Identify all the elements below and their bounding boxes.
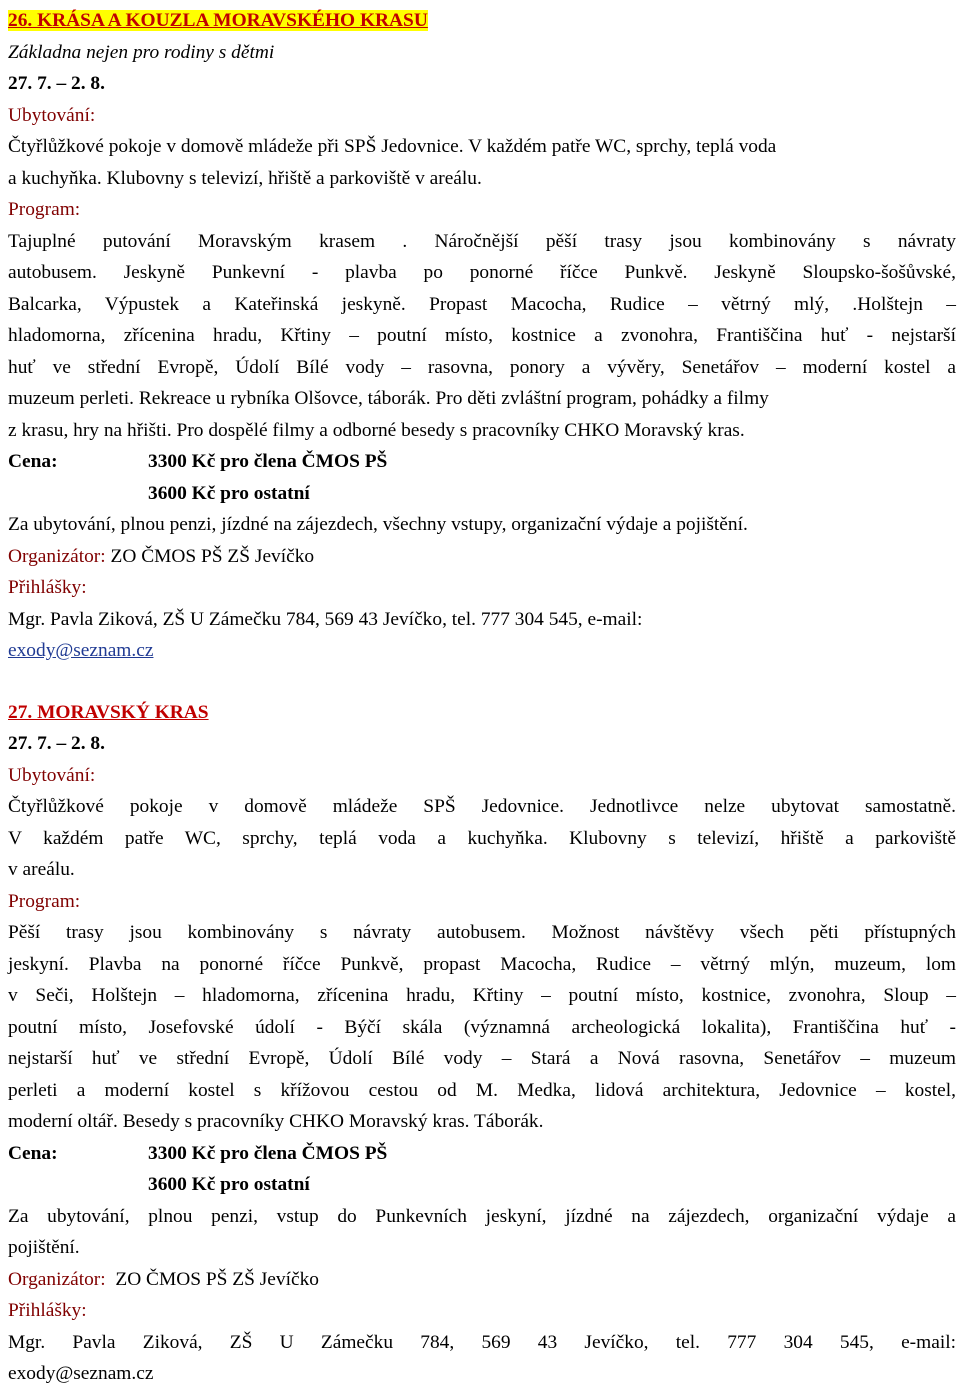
section-2-email: exody@seznam.cz [8, 1363, 154, 1384]
section-2-price-row-2 [8, 1169, 956, 1201]
section-2-dates: 27. 7. – 2. 8. [8, 733, 105, 754]
section-2-program-label: Program: [8, 890, 81, 912]
section-2-accommodation-line-1: Čtyřlůžkové pokoje v domově mládeže SPŠ Jedovnice. Jednotlivce nelze ubytovat samostatně. [8, 796, 956, 817]
email-link[interactable]: exody@seznam.cz [8, 640, 154, 661]
section-1-program-line-2: autobusem. Jeskyně Punkevní - plavba po ponorné říčce Punkvě. Jeskyně Sloupsko-šošůvské, [8, 262, 956, 283]
price-label: Cena: [8, 1142, 58, 1164]
section-1-program-line-5: huť ve střední Evropě, Údolí Bílé vody – rasovna, ponory a vývěry, Senetářov – moderní kostel a [8, 356, 956, 378]
section-1-program-line-3: Balcarka, Výpustek a Kateřinská jeskyně. Propast Macocha, Rudice – větrný mlý, .Holštejn – [8, 293, 956, 315]
organizer-label: Organizátor: [8, 545, 106, 567]
section-1-price-row-2 [8, 478, 956, 510]
section-1-email-row [8, 635, 956, 667]
price-label: Cena: [8, 451, 58, 472]
section-2-program-line-4: poutní místo, Josefovské údolí - Býčí skála (významná archeologická lokalita), Františčina huť - [8, 1016, 956, 1038]
section-1-price-includes: Za ubytování, plnou penzi, jízdné na zájezdech, všechny vstupy, organizační výdaje a pojištění. [8, 514, 748, 535]
section-1-program-line-6: muzeum perleti. Rekreace u rybníka Olšovce, táborák. Pro děti zvláštní program, pohádky a filmy [8, 388, 769, 409]
price-others: 3600 Kč pro ostatní [148, 1174, 310, 1195]
section-2-program-line-7: moderní oltář. Besedy s pracovníky CHKO Moravský kras. Táborák. [8, 1111, 544, 1132]
section-2-applications-label: Přihlášky: [8, 1300, 87, 1321]
section-1-price-row-1 [8, 446, 956, 478]
section-1-program-line-4: hladomorna, zřícenina hradu, Křtiny – poutní místo, kostnice a zvonohra, Františčina huť - nejstarší [8, 325, 956, 346]
section-2-program-line-6: perleti a moderní kostel s křížovou cestou od M. Medka, lidová architektura, Jedovnice – kostel, [8, 1079, 956, 1101]
price-member: 3300 Kč pro člena ČMOS PŠ [148, 451, 388, 472]
document-page [8, 5, 956, 1390]
price-member: 3300 Kč pro člena ČMOS PŠ [148, 1142, 388, 1164]
section-2-price-row-1 [8, 1138, 956, 1170]
section-2-heading: 27. MORAVSKÝ KRAS [8, 701, 209, 723]
section-2-program-line-3: v Seči, Holštejn – hladomorna, zřícenina hradu, Křtiny – poutní místo, kostnice, zvonohra, Sloup – [8, 985, 956, 1006]
section-1-accommodation-label: Ubytování: [8, 104, 96, 126]
section-2-accommodation-label: Ubytování: [8, 764, 96, 786]
section-2-price-includes-line-1: Za ubytování, plnou penzi, vstup do Punkevních jeskyní, jízdné na zájezdech, organizační výdaje a [8, 1205, 956, 1227]
organizer-value: ZO ČMOS PŠ ZŠ Jevíčko [110, 545, 315, 567]
price-others: 3600 Kč pro ostatní [148, 482, 310, 504]
section-1-dates: 27. 7. – 2. 8. [8, 73, 105, 94]
section-1-program-line-1: Tajuplné putování Moravským krasem . Náročnější pěší trasy jsou kombinovány s návraty [8, 230, 956, 252]
section-2-accommodation-line-2: V každém patře WC, sprchy, teplá voda a kuchyňka. Klubovny s televizí, hřiště a parkoviště [8, 827, 956, 849]
section-2-program-line-2: jeskyní. Plavba na ponorné říčce Punkvě, propast Macocha, Rudice – větrný mlýn, muzeum, lom [8, 953, 956, 975]
section-2-contact: Mgr. Pavla Ziková, ZŠ U Zámečku 784, 569 43 Jevíčko, tel. 777 304 545, e-mail: [8, 1331, 956, 1353]
organizer-value: ZO ČMOS PŠ ZŠ Jevíčko [115, 1268, 319, 1290]
section-1-program-line-7: z krasu, hry na hřišti. Pro dospělé filmy a odborné besedy s pracovníky CHKO Moravský kras. [8, 419, 745, 441]
section-1-organizer [8, 541, 956, 573]
section-1-accommodation-line-1: Čtyřlůžkové pokoje v domově mládeže při SPŠ Jedovnice. V každém patře WC, sprchy, teplá voda [8, 136, 777, 157]
section-2-price-includes-line-2: pojištění. [8, 1237, 80, 1258]
section-1-applications-label: Přihlášky: [8, 577, 87, 598]
section-1-subtitle: Základna nejen pro rodiny s dětmi [8, 41, 275, 63]
section-2-organizer [8, 1264, 956, 1296]
section-1-heading: 26. KRÁSA A KOUZLA MORAVSKÉHO KRASU [8, 10, 428, 31]
section-2-accommodation-line-3: v areálu. [8, 859, 75, 880]
section-2-program-line-1: Pěší trasy jsou kombinovány s návraty autobusem. Možnost návštěvy všech pěti přístupných [8, 922, 956, 943]
section-1-program-label: Program: [8, 199, 81, 220]
section-1-contact: Mgr. Pavla Ziková, ZŠ U Zámečku 784, 569 43 Jevíčko, tel. 777 304 545, e-mail: [8, 608, 643, 630]
organizer-label: Organizátor: [8, 1268, 106, 1290]
section-1-accommodation-line-2: a kuchyňka. Klubovny s televizí, hřiště a parkoviště v areálu. [8, 167, 482, 189]
section-2-program-line-5: nejstarší huť ve střední Evropě, Údolí Bílé vody – Stará a Nová rasovna, Senetářov – muzeum [8, 1048, 956, 1069]
